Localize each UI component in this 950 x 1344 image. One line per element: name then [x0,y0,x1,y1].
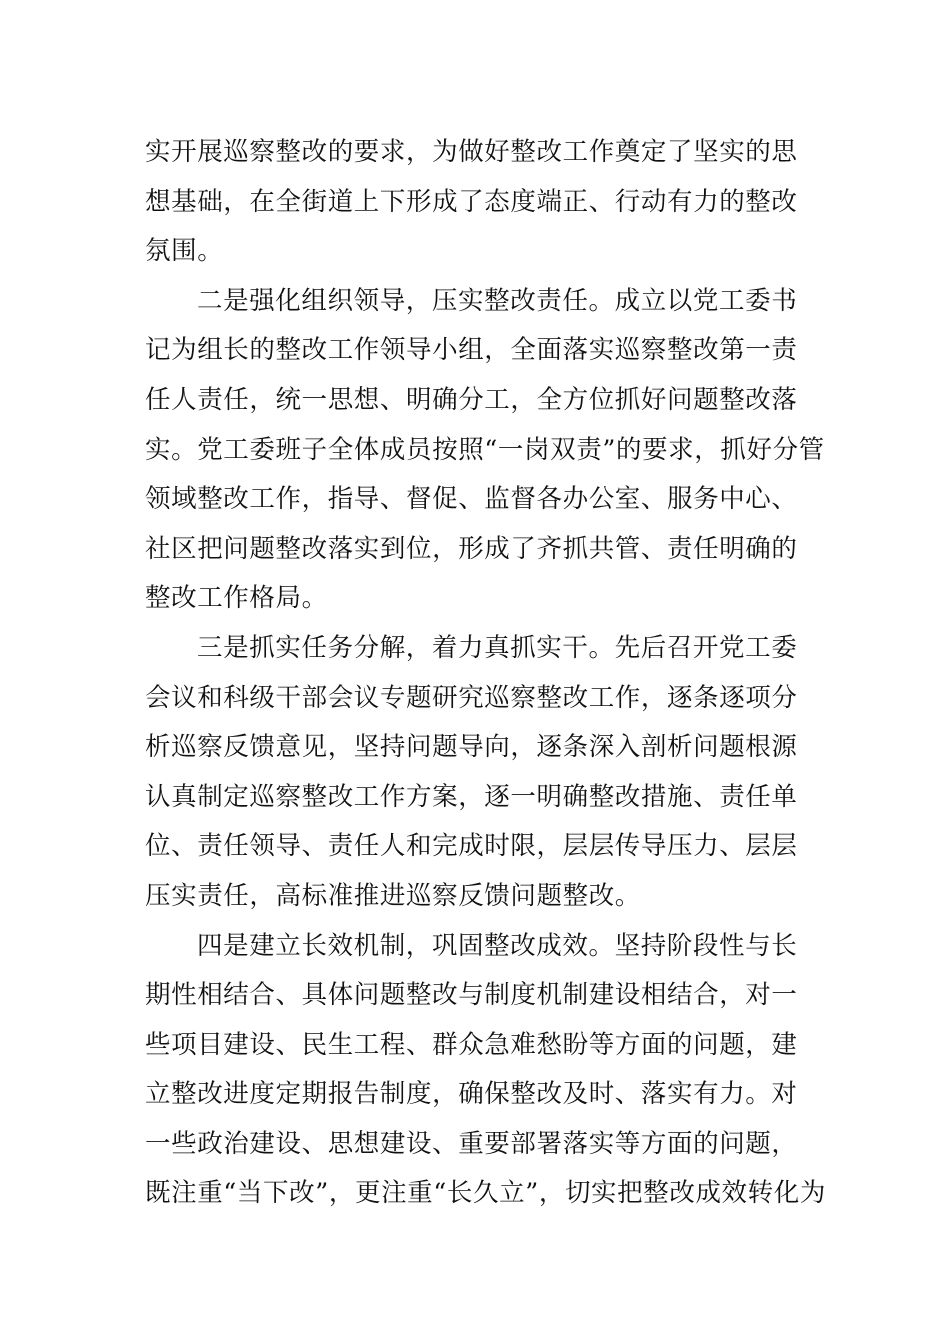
text-line: 期性相结合、具体问题整改与制度机制建设相结合，对一 [145,980,798,1011]
text-line: 一些政治建设、思想建设、重要部署落实等方面的问题， [145,1128,798,1159]
text-line: 氛围。 [145,236,224,267]
text-line: 压实责任，高标准推进巡察反馈问题整改。 [145,880,641,911]
text-line: 位、责任领导、责任人和完成时限，层层传导压力、层层 [145,831,798,862]
text-line: 任人责任，统一思想、明确分工，全方位抓好问题整改落 [145,384,798,415]
text-line: 会议和科级干部会议专题研究巡察整改工作，逐条逐项分 [145,682,798,713]
text-line: 社区把问题整改落实到位，形成了齐抓共管、责任明确的 [145,533,798,564]
paragraph-heading-line: 四是建立长效机制，巩固整改成效。坚持阶段性与长 [197,930,798,961]
text-line: 想基础，在全街道上下形成了态度端正、行动有力的整改 [145,186,798,217]
body-text [145,128,826,1219]
paragraph-heading-line: 二是强化组织领导，压实整改责任。成立以党工委书 [197,285,798,316]
text-line: 既注重“当下改”，更注重“长久立”，切实把整改成效转化为 [145,1178,826,1209]
text-line: 实开展巡察整改的要求，为做好整改工作奠定了坚实的思 [145,137,798,167]
text-line: 析巡察反馈意见，坚持问题导向，逐条深入剖析问题根源 [145,732,798,763]
text-line: 认真制定巡察整改工作方案，逐一明确整改措施、责任单 [145,781,798,812]
text-line: 些项目建设、民生工程、群众急难愁盼等方面的问题，建 [145,1029,798,1060]
text-line: 整改工作格局。 [145,583,328,614]
text-line: 领域整改工作，指导、督促、监督各办公室、服务中心、 [145,484,798,515]
text-line: 实。党工委班子全体成员按照“一岗双责”的要求，抓好分管 [145,434,825,465]
text-line: 立整改进度定期报告制度，确保整改及时、落实有力。对 [145,1079,798,1110]
text-line: 记为组长的整改工作领导小组，全面落实巡察整改第一责 [145,335,798,366]
paragraph-heading-line: 三是抓实任务分解，着力真抓实干。先后召开党工委 [197,632,798,663]
